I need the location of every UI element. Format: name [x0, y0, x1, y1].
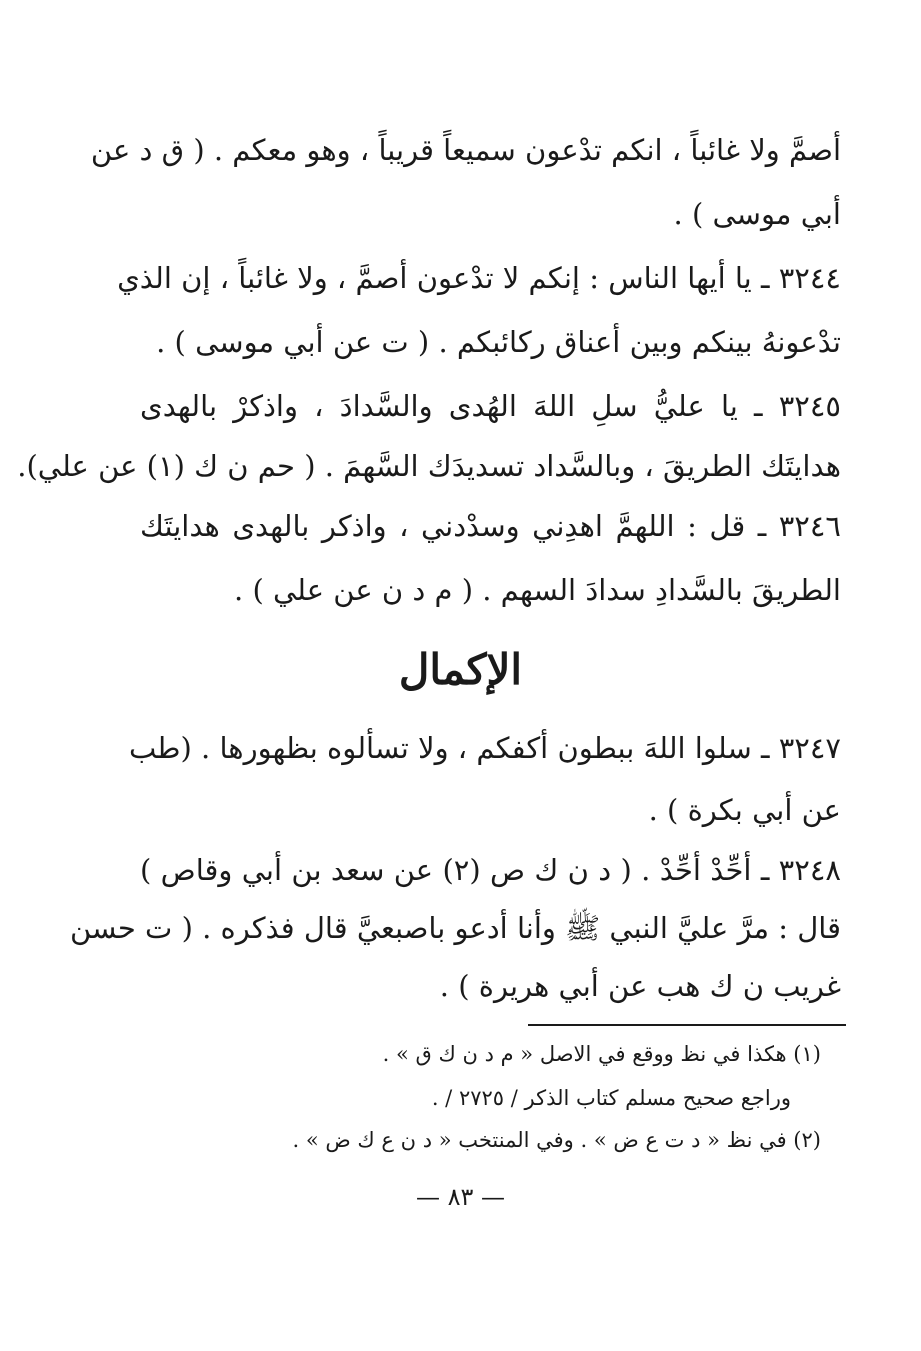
text-line: ٣٢٤٨ ـ أحِّدْ أحِّدْ . ( د ن ك ص (٢) عن سعد بن أبي وقاص )	[140, 853, 841, 887]
footnote: وراجع صحيح مسلم كتاب الذكر / ٢٧٢٥ / .	[431, 1086, 791, 1110]
text-line: ٣٢٤٥ ـ يا عليُّ سلِ اللهَ الهُدى والسَّدادَ ، واذكرْ بالهدى	[140, 389, 841, 423]
text-line: عن أبي بكرة ) .	[648, 793, 841, 827]
footnote: (١) هكذا في نظ ووقع في الاصل « م د ن ك ق » .	[382, 1042, 821, 1066]
footnote-divider	[528, 1024, 846, 1026]
text-line: غريب ن ك هب عن أبي هريرة ) .	[439, 969, 841, 1003]
page-number: — ٨٣ —	[415, 1183, 506, 1211]
text-line: قال : مرَّ عليَّ النبي ﷺ وأنا أدعو باصبعيَّ قال فذكره . ( ت حسن	[69, 911, 841, 945]
text-line: ٣٢٤٧ ـ سلوا اللهَ ببطون أكفكم ، ولا تسألوه بظهورها . (طب	[128, 731, 841, 765]
footnote: (٢) في نظ « د ت ع ض » . وفي المنتخب « د ن ع ك ض » .	[292, 1128, 821, 1152]
text-line: أبي موسى ) .	[673, 197, 841, 231]
section-heading: الإكمال	[398, 645, 523, 694]
text-line: الطريقَ بالسَّدادِ سدادَ السهم . ( م د ن عن علي ) .	[234, 573, 841, 607]
text-line: أصمَّ ولا غائباً ، انكم تدْعون سميعاً قريباً ، وهو معكم . ( ق د عن	[90, 133, 841, 167]
text-line: هدايتَك الطريقَ ، وبالسَّداد تسديدَك السَّهمَ . ( حم ن ك (١) عن علي).	[17, 449, 841, 483]
text-line: تدْعونهُ بينكم وبين أعناق ركائبكم . ( ت عن أبي موسى ) .	[156, 325, 841, 359]
text-line: ٣٢٤٦ ـ قل : اللهمَّ اهدِني وسدْدني ، واذكر بالهدى هدايتَك	[140, 509, 841, 543]
text-line: ٣٢٤٤ ـ يا أيها الناس : إنكم لا تدْعون أصمَّ ، ولا غائباً ، إن الذي	[117, 261, 841, 295]
